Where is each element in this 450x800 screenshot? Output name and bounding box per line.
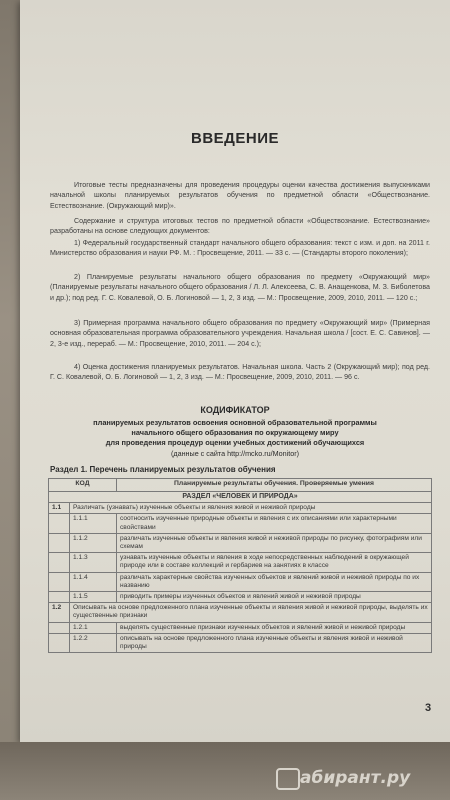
table-row [49,633,432,652]
intro-paragraph-2: Содержание и структура итоговых тестов по предметной области «Обществознание. Естествознание» разработаны на основе следующих документов: [50,217,430,236]
table-section-row [49,492,432,503]
row-text: Различать (узнавать) изученные объекты и явления живой и неживой природы [70,503,432,514]
intro-paragraph-6: 4) Оценка достижения планируемых результатов. Начальная школа. Часть 2 (Окружающий мир); под ред. Г. С. Ковалевой, О. Б. Логиновой — 1, 2, 3 изд. — М.: Просвещение, 2009, 2010, 2011. — 96 с. [50,363,430,382]
code-level-2: 1.1.1 [70,514,117,533]
table-header-row [49,479,432,492]
intro-paragraph-1: Итоговые тесты предназначены для проведения процедуры оценки качества достижения выпускниками начальной школы планируемых результатов обучения по предметной области «Обществознание. Естествознание. (Окружающий мир)». [50,181,430,210]
row-text: выделять существенные признаки изученных объектов и явлений живой и неживой природы [117,622,432,633]
intro-paragraph-5: 3) Примерная программа начального общего образования по предмету «Окружающий мир» (Примерная основная образовательная программа образовательного учреждения. Начальная школа / [сост. Е. С. Савинов]. — 2, 3-е изд., перераб. — М.: Просвещение, 2010, 2011. — 204 с.); [50,319,430,348]
code-level-1: 1.2 [49,603,70,622]
row-text: различать изученные объекты и явления живой и неживой природы по рисунку, фотографиям или схемам [117,533,432,552]
table-row [49,592,432,603]
intro-paragraph-4: 2) Планируемые результаты начального общего образования по предмету «Окружающий мир» (Планируемые результаты начального общего образования / Л. Л. Алексеева, С. В. Анащенкова, М. З. Биболетова и др.); под ред. Г. С. Ковалевой, О. Б. Логиновой — 1, 2, 3 изд. — М.: Просвещение, 2009, 2010, 2011. — 120 с.; [50,273,430,302]
table-row [49,572,432,591]
table-row [49,533,432,552]
codifier-line-3: для проведения процедур оценки учебных достижений обучающихся [105,438,365,447]
codifier-line-2: начального общего образования по окружающему миру [131,428,339,437]
codifier-line-1: планируемых результатов освоения основной образовательной программы [93,418,377,427]
table-row [49,622,432,633]
code-level-2: 1.1.2 [70,533,117,552]
codifier-source: (данные с сайта http://mcko.ru/Monitor) [171,449,299,458]
code-level-2: 1.1.3 [70,553,117,572]
table-row [49,603,432,622]
section-row-label: РАЗДЕЛ «ЧЕЛОВЕК И ПРИРОДА» [49,492,432,503]
code-level-2: 1.1.4 [70,572,117,591]
watermark: абирант.ру [300,768,411,788]
intro-paragraph-3: 1) Федеральный государственный стандарт начального общего образования: текст с изм. и доп. на 2011 г. Министерство образования и науки РФ. М. : Просвещение, 2011. — 33 с. — (Стандарты второго поколения); [50,239,430,258]
header-description: Планируемые результаты обучения. Проверяемые умения [117,479,432,492]
row-text: различать характерные свойства изученных объектов и явлений живой и неживой природы по их названию [117,572,432,591]
code-level-2: 1.1.5 [70,592,117,603]
row-text: соотносить изученные природные объекты и явления с их описаниями или характерными свойствами [117,514,432,533]
code-level-2: 1.2.1 [70,622,117,633]
table-row [49,553,432,572]
page-number: 3 [425,702,432,714]
page-title: ВВЕДЕНИЕ [191,130,279,147]
row-text: Описывать на основе предложенного плана изученные объекты и явления живой и неживой природы, выделять их существенные признаки [70,603,432,622]
row-text: описывать на основе предложенного плана изученные объекты и явления живой и неживой природы [117,633,432,652]
codifier-table [48,478,432,653]
book-page [20,0,450,742]
row-text: приводить примеры изученных объектов и явлений живой и неживой природы [117,592,432,603]
codifier-heading: КОДИФИКАТОР [200,405,270,415]
section-title: Раздел 1. Перечень планируемых результатов обучения [50,465,276,474]
watermark-logo-icon [276,768,300,790]
code-level-2: 1.2.2 [70,633,117,652]
header-code: КОД [49,479,117,492]
table-row [49,514,432,533]
table-row [49,503,432,514]
row-text: узнавать изученные объекты и явления в ходе непосредственных наблюдений в окружающей природе или в составе коллекций и гербариев на занятиях в классе [117,553,432,572]
code-level-1: 1.1 [49,503,70,514]
